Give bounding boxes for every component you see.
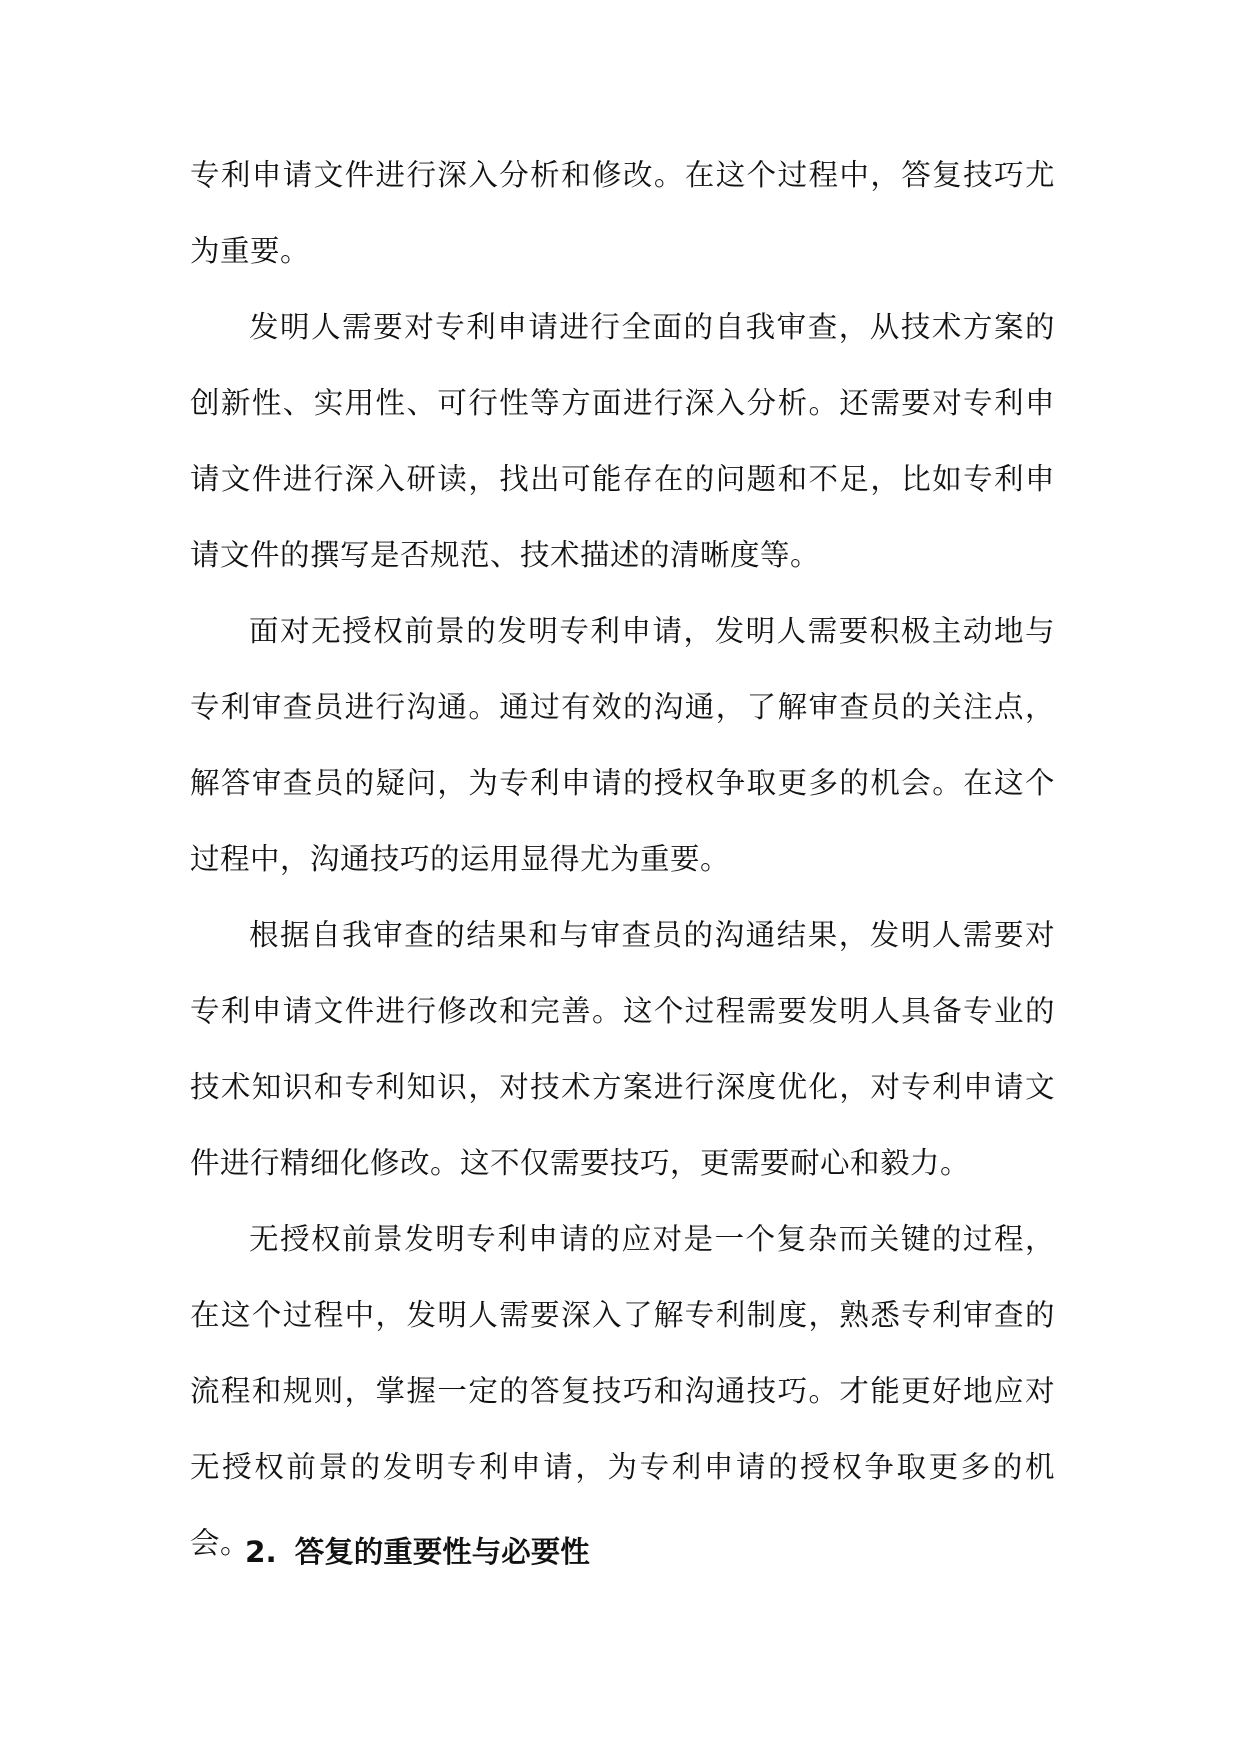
section-title: 答复的重要性与必要性 xyxy=(294,1535,590,1569)
paragraph-self-review: 发明人需要对专利申请进行全面的自我审查，从技术方案的创新性、实用性、可行性等方面进行深入分析。还需要对专利申请文件进行深入研读，找出可能存在的问题和不足，比如专利申请文件的撰写是否规范、技术描述的清晰度等。 xyxy=(190,310,1055,572)
section-heading xyxy=(245,1532,590,1572)
body-text xyxy=(190,137,1055,1581)
section-number: 2. xyxy=(245,1535,277,1569)
paragraph-communication: 面对无授权前景的发明专利申请，发明人需要积极主动地与专利审查员进行沟通。通过有效的沟通，了解审查员的关注点，解答审查员的疑问，为专利申请的授权争取更多的机会。在这个过程中，沟通技巧的运用显得尤为重要。 xyxy=(190,614,1055,876)
paragraph-continuation: 专利申请文件进行深入分析和修改。在这个过程中，答复技巧尤为重要。 xyxy=(190,158,1055,268)
paragraph-conclusion: 无授权前景发明专利申请的应对是一个复杂而关键的过程，在这个过程中，发明人需要深入了解专利制度，熟悉专利审查的流程和规则，掌握一定的答复技巧和沟通技巧。才能更好地应对无授权前景的发明专利申请，为专利申请的授权争取更多的机会。 xyxy=(190,1222,1055,1560)
paragraph-revision: 根据自我审查的结果和与审查员的沟通结果，发明人需要对专利申请文件进行修改和完善。这个过程需要发明人具备专业的技术知识和专利知识，对技术方案进行深度优化，对专利申请文件进行精细化修改。这不仅需要技巧，更需要耐心和毅力。 xyxy=(190,918,1055,1180)
